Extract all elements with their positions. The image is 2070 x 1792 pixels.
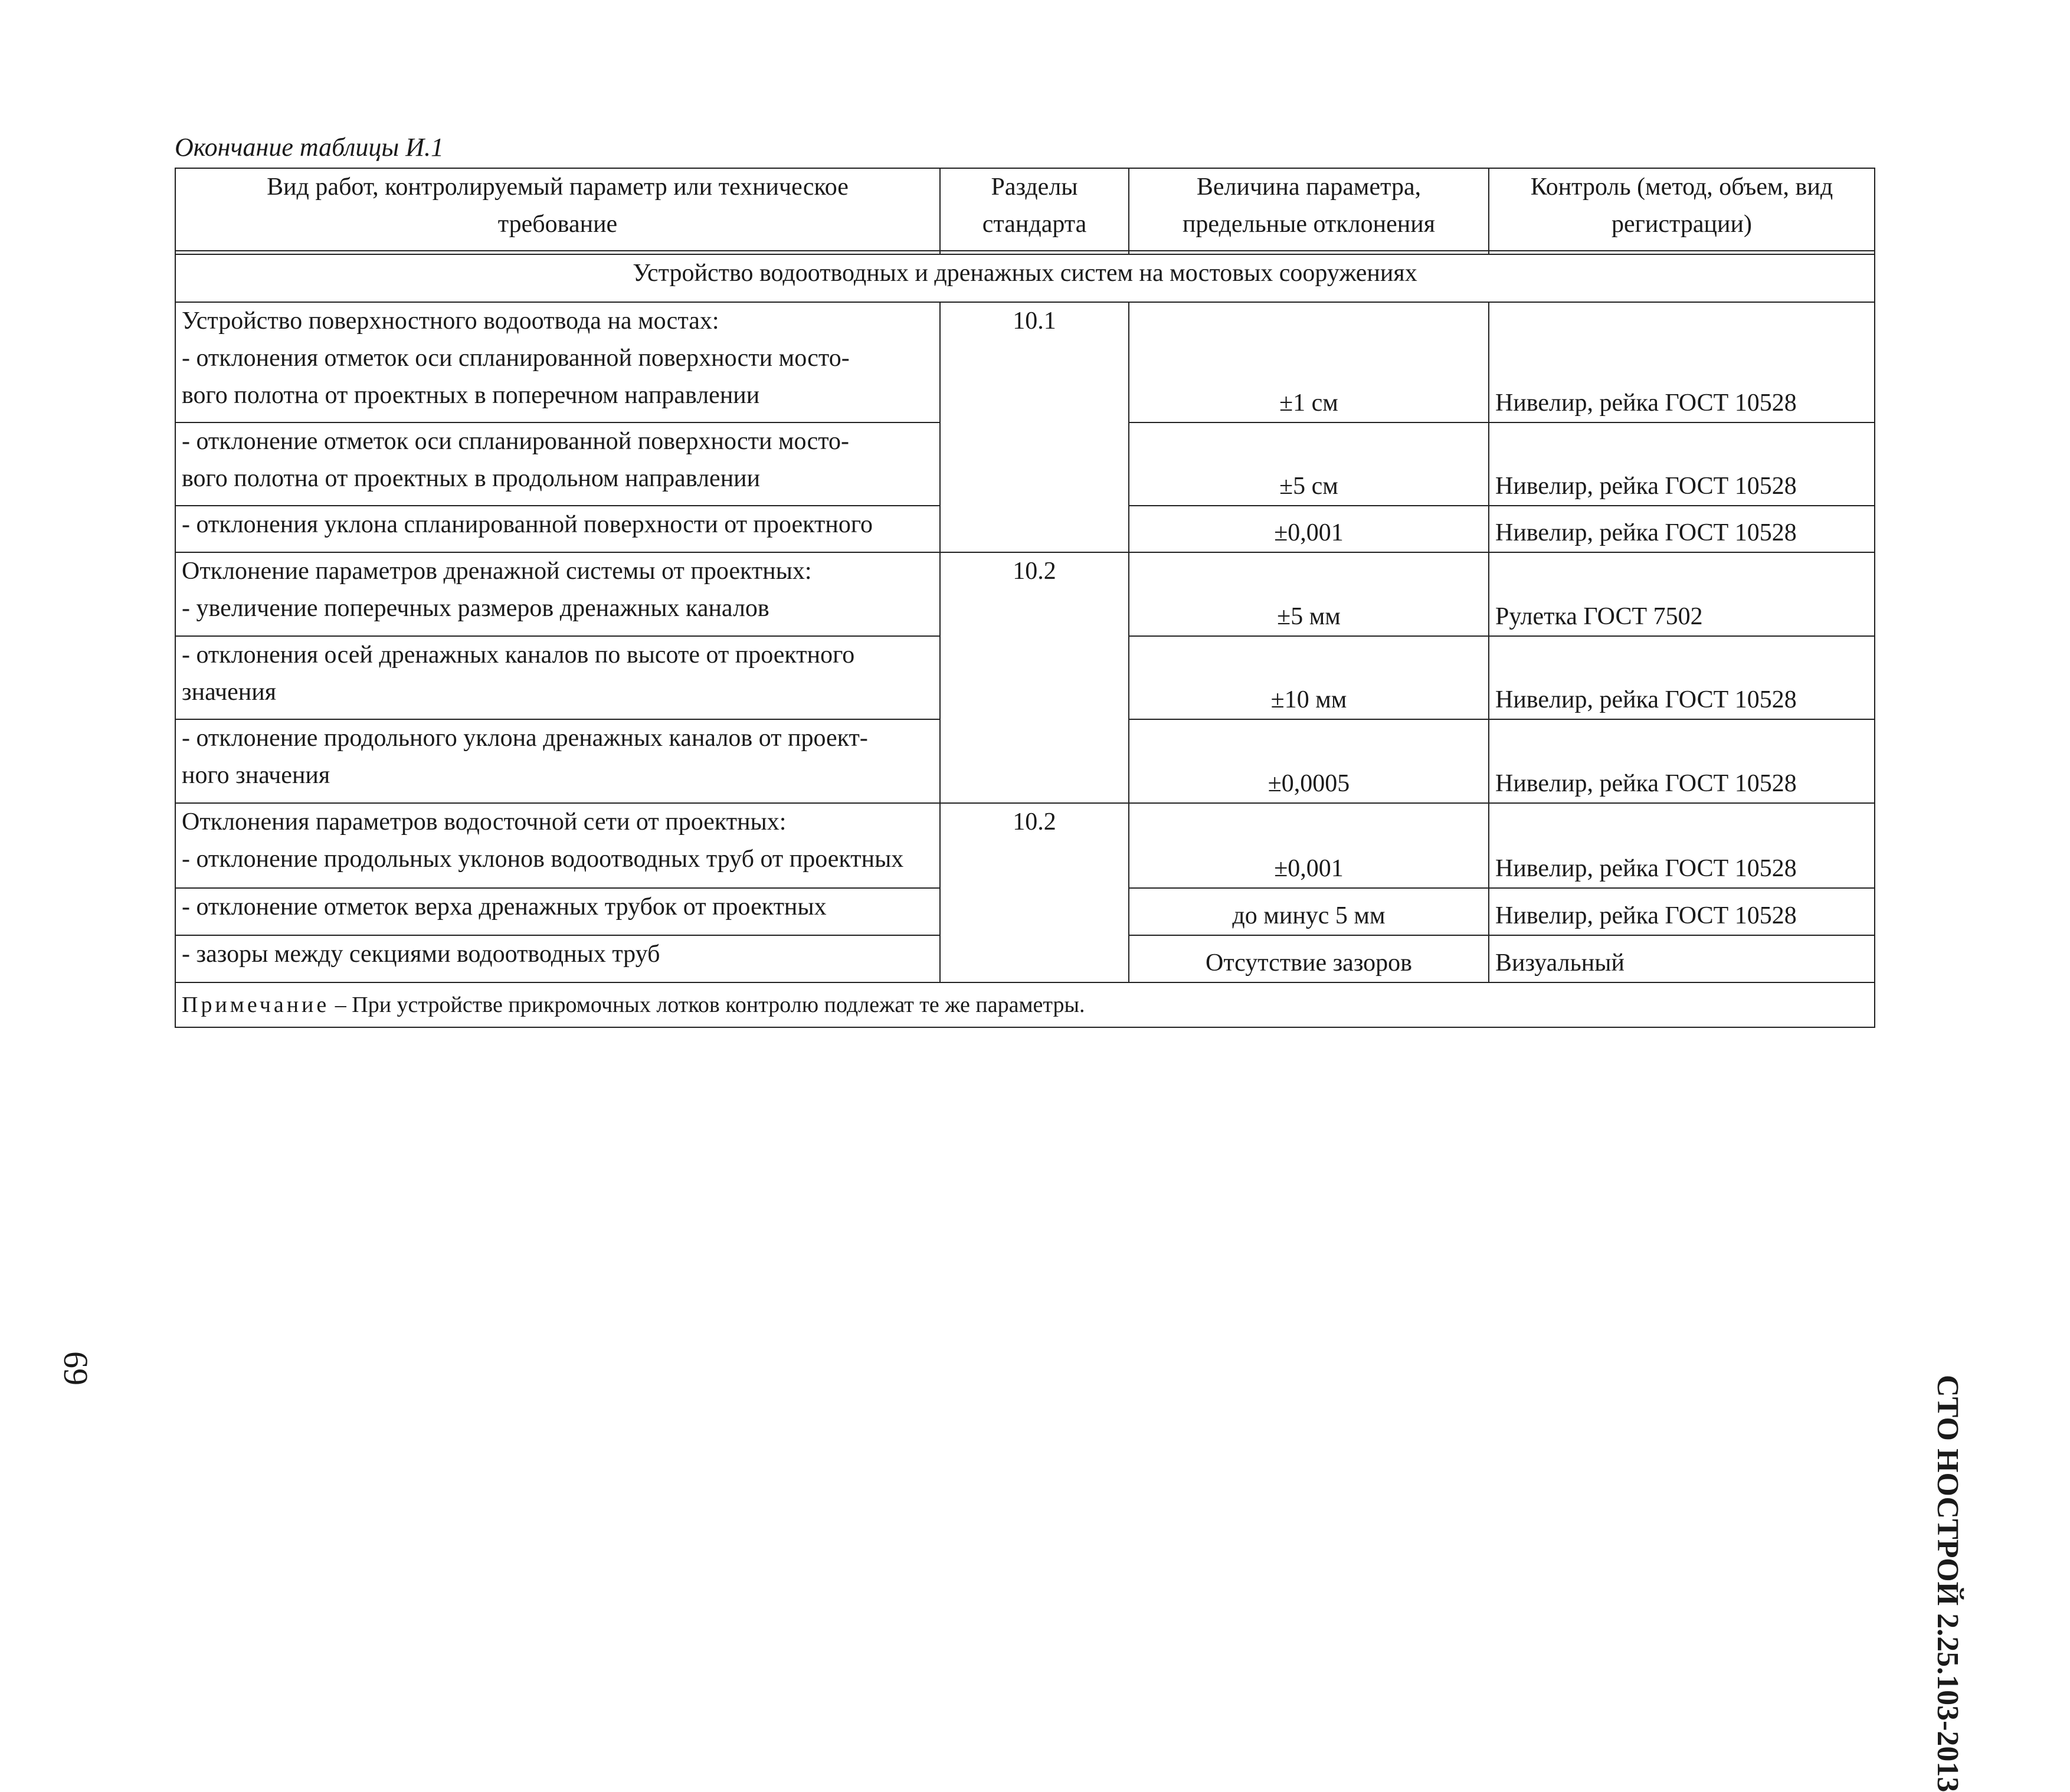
control-table	[175, 168, 1875, 1028]
value-cell: до минус 5 мм	[1129, 888, 1489, 935]
table-caption: Окончание таблицы И.1	[175, 133, 444, 162]
control-cell: Нивелир, рейка ГОСТ 10528	[1489, 636, 1875, 719]
section-row	[175, 254, 1875, 302]
header-sections: Разделы стандарта	[940, 168, 1129, 251]
page-number: 69	[57, 1351, 95, 1385]
control-cell: Нивелир, рейка ГОСТ 10528	[1489, 888, 1875, 935]
control-cell: Нивелир, рейка ГОСТ 10528	[1489, 803, 1875, 888]
note-text: – При устройстве прикромочных лотков контролю подлежат те же параметры.	[329, 992, 1085, 1017]
table-row	[175, 302, 1875, 422]
param-cell: Отклонения параметров водосточной сети от проектных: - отклонение продольных уклонов водоотводных труб от проектных	[175, 803, 940, 888]
control-cell: Нивелир, рейка ГОСТ 10528	[1489, 506, 1875, 552]
param-cell: - отклонения уклона спланированной поверхности от проектного	[175, 506, 940, 552]
section-number: 10.2	[940, 552, 1129, 803]
param-cell: - отклонение отметок верха дренажных трубок от проектных	[175, 888, 940, 935]
control-cell: Нивелир, рейка ГОСТ 10528	[1489, 302, 1875, 422]
table-note	[175, 982, 1875, 1027]
control-cell: Визуальный	[1489, 935, 1875, 982]
section-number: 10.1	[940, 302, 1129, 552]
note-row	[175, 982, 1875, 1027]
section-title: Устройство водоотводных и дренажных систем на мостовых сооружениях	[175, 254, 1875, 302]
value-cell: ±0,001	[1129, 506, 1489, 552]
value-cell: ±1 см	[1129, 302, 1489, 422]
header-work-type: Вид работ, контролируемый параметр или техническое требование	[175, 168, 940, 251]
control-cell: Рулетка ГОСТ 7502	[1489, 552, 1875, 636]
value-cell: ±5 мм	[1129, 552, 1489, 636]
param-cell: Отклонение параметров дренажной системы от проектных: - увеличение поперечных размеров дренажных каналов	[175, 552, 940, 636]
value-cell: Отсутствие зазоров	[1129, 935, 1489, 982]
value-cell: ±5 см	[1129, 422, 1489, 506]
value-cell: ±10 мм	[1129, 636, 1489, 719]
note-label: Примечание	[182, 992, 330, 1017]
param-cell: - отклонение продольного уклона дренажных каналов от проект- ного значения	[175, 719, 940, 803]
param-cell: Устройство поверхностного водоотвода на мостах: - отклонения отметок оси спланированной поверхности мосто- вого полотна от проектных в поперечном направлении	[175, 302, 940, 422]
param-cell: - отклонение отметок оси спланированной поверхности мосто- вого полотна от проектных в продольном направлении	[175, 422, 940, 506]
value-cell: ±0,0005	[1129, 719, 1489, 803]
table-row	[175, 803, 1875, 888]
document-code: СТО НОСТРОЙ 2.25.103-2013	[1931, 1375, 1964, 1792]
control-cell: Нивелир, рейка ГОСТ 10528	[1489, 422, 1875, 506]
table-header-row	[175, 168, 1875, 251]
param-cell: - зазоры между секциями водоотводных труб	[175, 935, 940, 982]
header-value: Величина параметра, предельные отклонения	[1129, 168, 1489, 251]
value-cell: ±0,001	[1129, 803, 1489, 888]
table-row	[175, 552, 1875, 636]
param-cell: - отклонения осей дренажных каналов по высоте от проектного значения	[175, 636, 940, 719]
section-number: 10.2	[940, 803, 1129, 982]
control-cell: Нивелир, рейка ГОСТ 10528	[1489, 719, 1875, 803]
header-control: Контроль (метод, объем, вид регистрации)	[1489, 168, 1875, 251]
